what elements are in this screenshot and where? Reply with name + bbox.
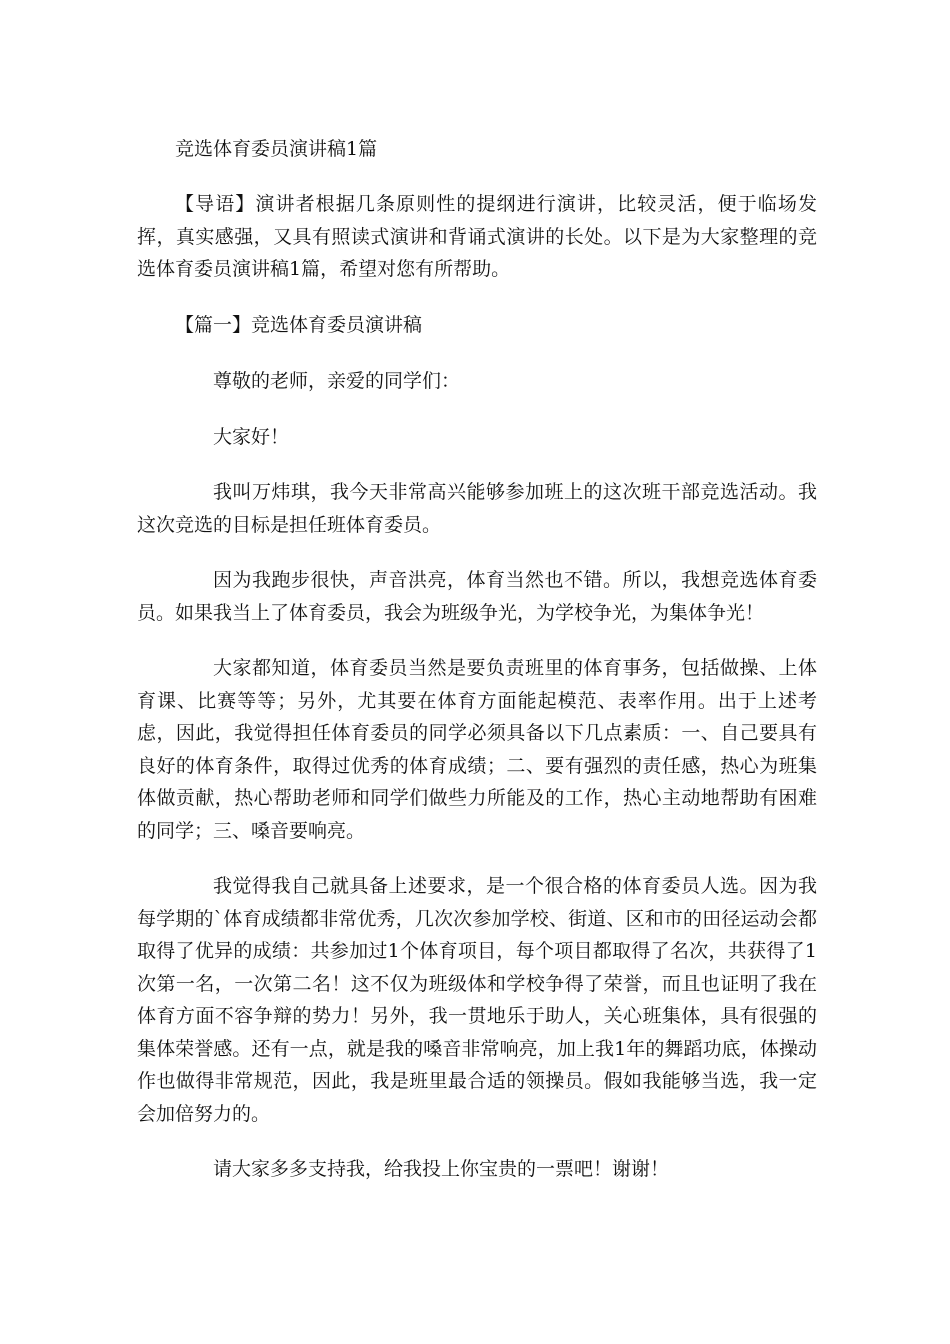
lead-text: 演讲者根据几条原则性的提纲进行演讲，比较灵活，便于临场发挥，真实感强，又具有照读式演讲和背诵式演讲的长处。以下是为大家整理的竞选体育委员演讲稿1篇，希望对您有所帮助。 — [137, 193, 817, 280]
greeting: 大家好！ — [213, 426, 290, 448]
body-paragraph-duties: 大家都知道，体育委员当然是要负责班里的体育事务，包括做操、上体育课、比赛等等；另外，尤其要在体育方面能起模范、表率作用。出于上述考虑，因此，我觉得担任体育委员的同学必须具备以下几点素质：一、自己要具有良好的体育条件，取得过优秀的体育成绩；二、要有强烈的责任感，热心为班集体做贡献，热心帮助老师和同学们做些力所能及的工作，热心主动地帮助有困难的同学；三、嗓音要响亮。 — [137, 657, 817, 842]
lead-paragraph — [137, 188, 817, 286]
salutation: 尊敬的老师，亲爱的同学们： — [213, 370, 461, 392]
document-title: 竞选体育委员演讲稿1篇 — [175, 138, 378, 160]
lead-label: 【导语】 — [175, 193, 256, 215]
closing-line: 请大家多多支持我，给我投上你宝贵的一票吧！谢谢！ — [213, 1158, 670, 1180]
body-paragraph-intro: 我叫万炜琪，我今天非常高兴能够参加班上的这次班干部竞选活动。我这次竞选的目标是担任班体育委员。 — [137, 481, 817, 536]
section-heading: 【篇一】竞选体育委员演讲稿 — [175, 314, 423, 336]
body-paragraph-qualifications: 我觉得我自己就具备上述要求，是一个很合格的体育委员人选。因为我每学期的`体育成绩都非常优秀，几次次参加学校、街道、区和市的田径运动会都取得了优异的成绩：共参加过1个体育项目，每个项目都取得了名次，共获得了1次第一名，一次第二名！这不仅为班级体和学校争得了荣誉，而且也证明了我在体育方面不容争辩的势力！另外，我一贯地乐于助人，关心班集体，具有很强的集体荣誉感。还有一点，就是我的嗓音非常响亮，加上我1年的舞蹈功底，体操动作也做得非常规范，因此，我是班里最合适的领操员。假如我能够当选，我一定会加倍努力的。 — [137, 875, 817, 1125]
body-paragraph-reason: 因为我跑步很快，声音洪亮，体育当然也不错。所以，我想竞选体育委员。如果我当上了体育委员，我会为班级争光，为学校争光，为集体争光！ — [137, 569, 817, 624]
